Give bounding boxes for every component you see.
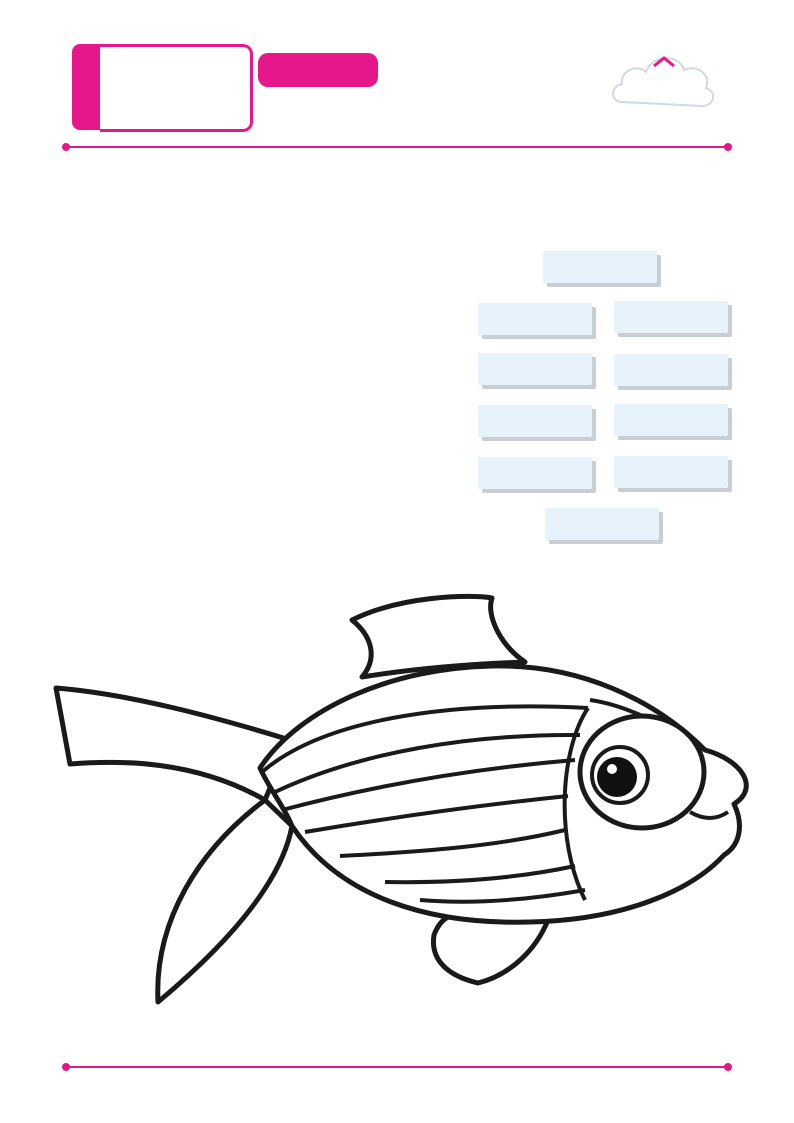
eye-highlight bbox=[607, 764, 617, 774]
fish-puzzle bbox=[40, 585, 760, 1025]
word-bank-chip bbox=[614, 456, 728, 488]
cloud-shape bbox=[613, 58, 713, 106]
title-box bbox=[100, 44, 253, 132]
bottom-fin bbox=[433, 915, 548, 983]
publisher-logo bbox=[608, 44, 720, 128]
subject-badge bbox=[258, 53, 378, 87]
pupil bbox=[597, 757, 637, 797]
footer-rule bbox=[66, 1066, 728, 1068]
word-bank-chip bbox=[478, 405, 592, 437]
grade-tab bbox=[72, 44, 102, 130]
word-bank-chip bbox=[478, 303, 592, 335]
word-bank-chip bbox=[478, 353, 592, 385]
tail-lower bbox=[158, 800, 292, 1002]
header-rule bbox=[66, 146, 728, 148]
word-bank-chip bbox=[614, 404, 728, 436]
word-bank-chip bbox=[545, 508, 659, 540]
word-bank-chip bbox=[478, 457, 592, 489]
word-bank-chip bbox=[614, 354, 728, 386]
word-bank-chip bbox=[543, 251, 657, 283]
tail-upper bbox=[56, 688, 290, 800]
word-bank-chip bbox=[614, 301, 728, 333]
